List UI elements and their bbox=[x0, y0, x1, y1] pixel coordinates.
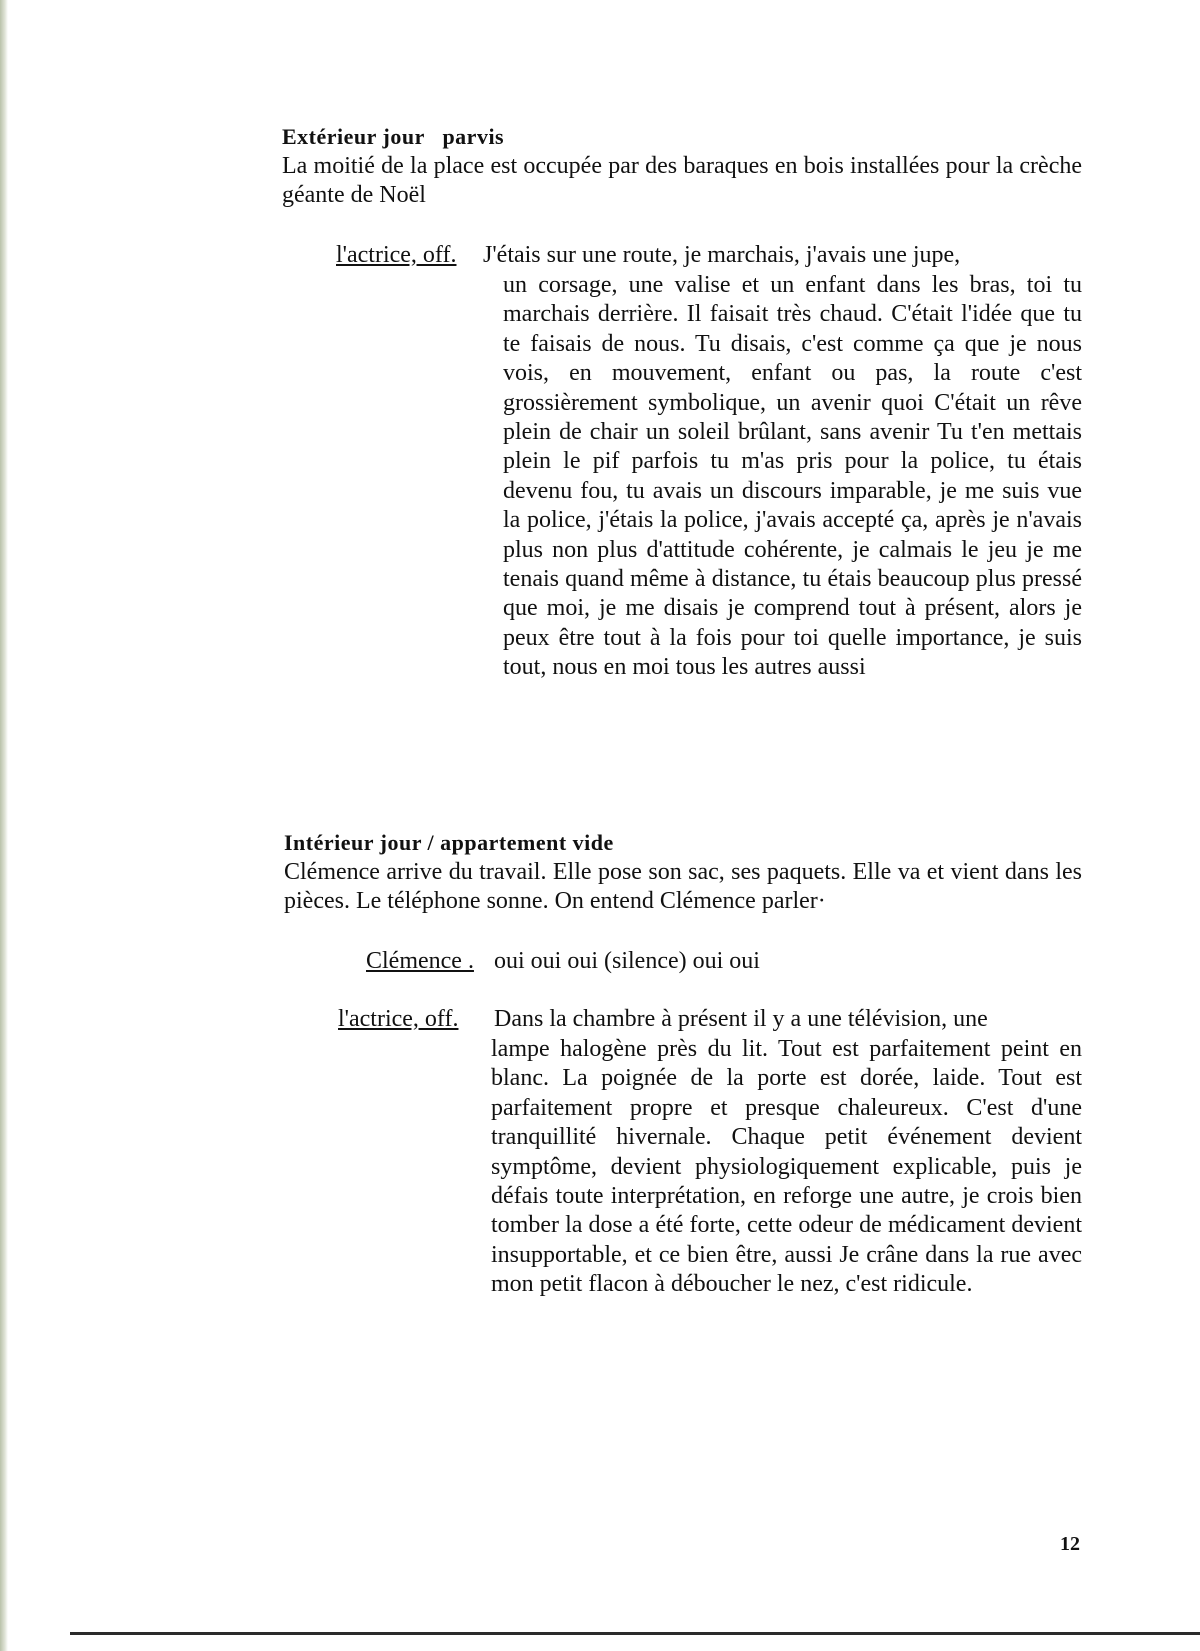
scene-heading: Extérieur jour parvis bbox=[282, 124, 505, 149]
dialogue-text: un corsage, une valise et un enfant dans les bras, toi tu marchais derrière. Il faisait très chaud. C'était l'idée que tu te faisais de nous. Tu disais, c'est comme ça que je nous vois, en mouvement, enfant ou pas, la route c'est grossièrement symbolique, un avenir quoi C'était un rêve plein de chair un soleil brûlant, sans avenir Tu t'en mettais plein le pif parfois tu m'as pris pour la police, tu étais devenu fou, tu avais un discours imparable, je me suis vue la police, j'étais la police, j'avais accepté ça, après je n'avais plus non plus d'attitude cohérente, je calmais le jeu je me tenais quand même à distance, tu étais beaucoup plus pressé que moi, je me disais je comprend tout à présent, alors je peux être tout à la fois pour toi quelle importance, je suis tout, nous en moi tous les autres aussi bbox=[503, 272, 1082, 681]
scan-edge-bottom bbox=[70, 1632, 1200, 1635]
dialogue-text: oui oui oui (silence) oui oui bbox=[494, 948, 760, 974]
scene-description: La moitié de la place est occupée par des baraques en bois installées pour la crèche géante de Noël bbox=[282, 153, 1082, 208]
page-number: 12 bbox=[1060, 1533, 1080, 1555]
scene-description: Clémence arrive du travail. Elle pose son sac, ses paquets. Elle va et vient dans les pièces. Le téléphone sonne. On entend Clémence parler· bbox=[284, 859, 1082, 914]
speaker-label: l'actrice, off. bbox=[336, 242, 457, 268]
scan-edge-left bbox=[0, 0, 8, 1651]
scene-heading: Intérieur jour / appartement vide bbox=[284, 830, 614, 855]
speaker-label: l'actrice, off. bbox=[338, 1006, 459, 1032]
speaker-label: Clémence . bbox=[366, 948, 474, 974]
dialogue-text: lampe halogène près du lit. Tout est parfaitement peint en blanc. La poignée de la porte est dorée, laide. Tout est parfaitement propre et presque chaleureux. C'est d'une tranquillité hivernale. Chaque petit événement devient symptôme, devient physiologiquement explicable, puis je défais toute interprétation, en reforge une autre, je crois bien tomber la dose a été forte, cette odeur de médicament devient insupportable, et ce bien être, aussi Je crâne dans la rue avec mon petit flacon à déboucher le nez, c'est ridicule. bbox=[491, 1036, 1082, 1298]
dialogue-first-line: J'étais sur une route, je marchais, j'avais une jupe, bbox=[483, 242, 961, 268]
dialogue-first-line: Dans la chambre à présent il y a une télévision, une bbox=[494, 1006, 988, 1032]
